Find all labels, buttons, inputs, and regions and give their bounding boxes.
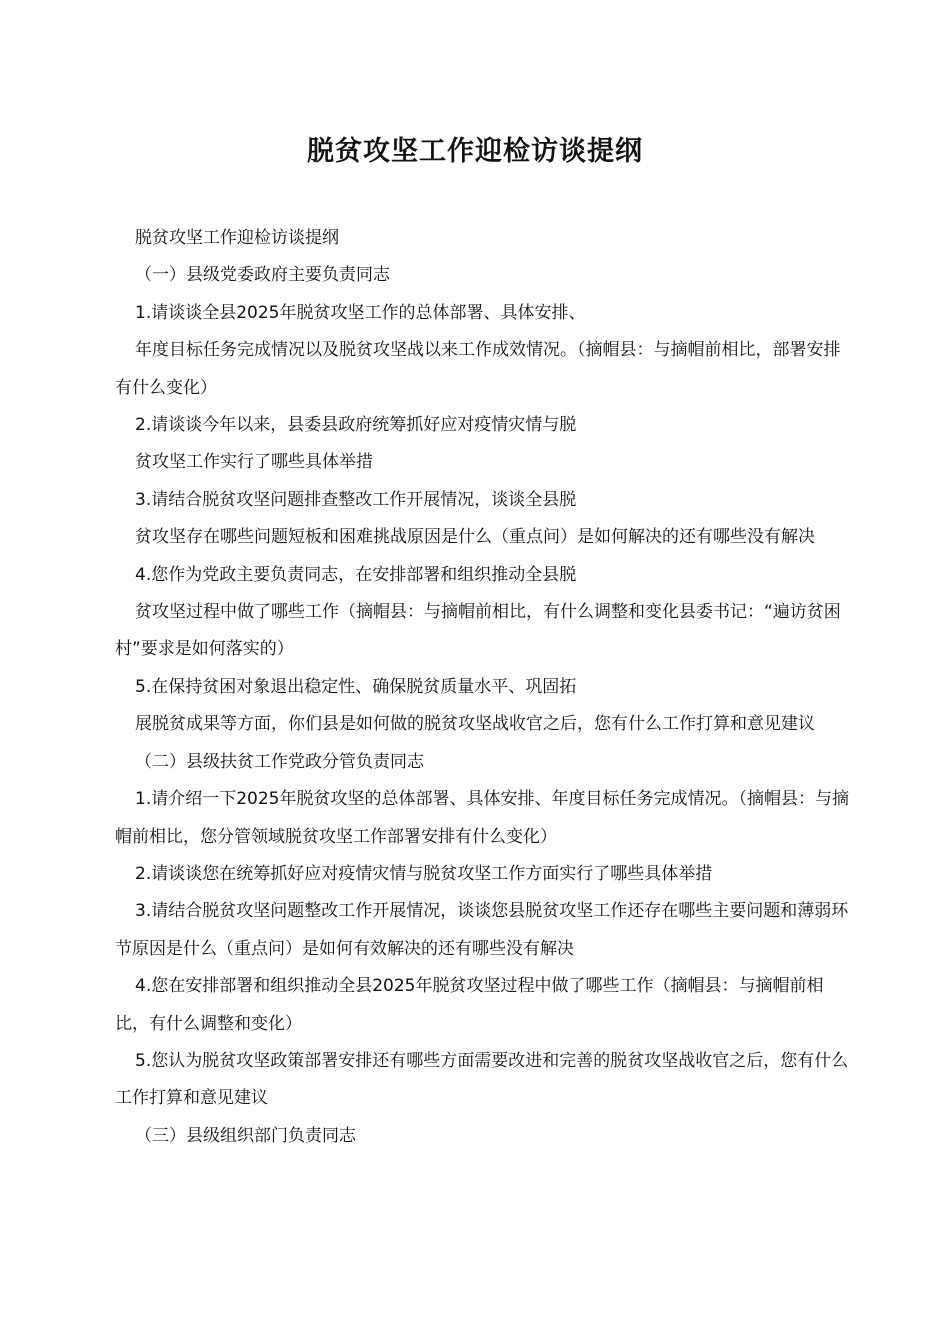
paragraph: 年度目标任务完成情况以及脱贫攻坚战以来工作成效情况。（摘帽县：与摘帽前相比，部署安排有什么变化） <box>115 340 841 398</box>
paragraph: 5.在保持贫困对象退出稳定性、确保脱贫质量水平、巩固拓 <box>135 676 577 697</box>
paragraph: 4.您作为党政主要负责同志，在安排部署和组织推动全县脱 <box>135 564 577 585</box>
paragraph: 贫攻坚工作实行了哪些具体举措 <box>135 452 373 473</box>
paragraph: 3.请结合脱贫攻坚问题排查整改工作开展情况，谈谈全县脱 <box>135 489 577 510</box>
paragraph: 2.请谈谈今年以来，县委县政府统筹抓好应对疫情灾情与脱 <box>135 415 577 436</box>
section-heading: （一）县级党委政府主要负责同志 <box>135 265 390 286</box>
document-body <box>115 220 850 1155</box>
paragraph: 1.请谈谈全县2025年脱贫攻坚工作的总体部署、具体安排、 <box>135 302 586 323</box>
paragraph: 3.请结合脱贫攻坚问题整改工作开展情况，谈谈您县脱贫攻坚工作还存在哪些主要问题和薄弱环节原因是什么（重点问）是如何有效解决的还有哪些没有解决 <box>115 901 849 959</box>
document-title: 脱贫攻坚工作迎检访谈提纲 <box>307 136 643 167</box>
section-heading: （二）县级扶贫工作党政分管负责同志 <box>135 751 424 772</box>
paragraph: 1.请介绍一下2025年脱贫攻坚的总体部署、具体安排、年度目标任务完成情况。（摘帽县：与摘帽前相比，您分管领域脱贫攻坚工作部署安排有什么变化） <box>115 789 849 847</box>
paragraph: 脱贫攻坚工作迎检访谈提纲 <box>135 228 339 248</box>
paragraph: 4.您在安排部署和组织推动全县2025年脱贫攻坚过程中做了哪些工作（摘帽县：与摘帽前相比，有什么调整和变化） <box>115 976 824 1034</box>
paragraph: 5.您认为脱贫攻坚政策部署安排还有哪些方面需要改进和完善的脱贫攻坚战收官之后，您有什么工作打算和意见建议 <box>115 1050 849 1109</box>
section-heading: （三）县级组织部门负责同志 <box>135 1125 356 1146</box>
paragraph: 贫攻坚过程中做了哪些工作（摘帽县：与摘帽前相比，有什么调整和变化县委书记：“遍访贫困村”要求是如何落实的） <box>115 602 841 660</box>
paragraph: 2.请谈谈您在统筹抓好应对疫情灾情与脱贫攻坚工作方面实行了哪些具体举措 <box>135 863 713 884</box>
paragraph: 展脱贫成果等方面，你们县是如何做的脱贫攻坚战收官之后，您有什么工作打算和意见建议 <box>135 714 815 735</box>
paragraph: 贫攻坚存在哪些问题短板和困难挑战原因是什么（重点问）是如何解决的还有哪些没有解决 <box>135 527 815 548</box>
